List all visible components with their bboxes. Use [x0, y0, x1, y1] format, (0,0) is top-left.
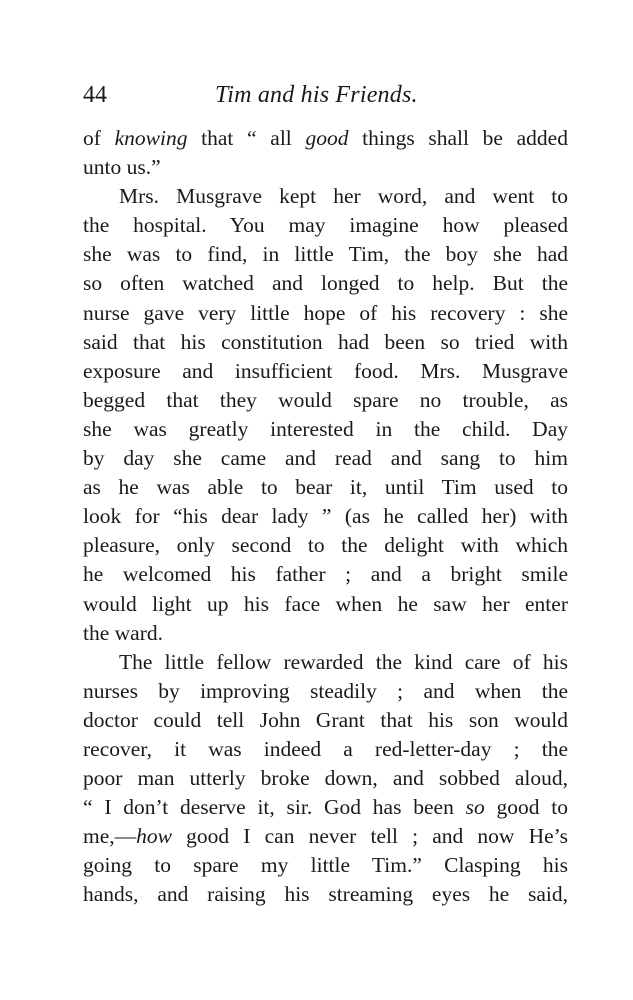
italic-text: good — [305, 126, 349, 150]
text-run: things shall be added — [348, 126, 568, 150]
text-line — [83, 357, 568, 386]
text-line — [83, 415, 568, 444]
text-line — [83, 880, 568, 909]
text-line — [83, 502, 568, 531]
text-line — [83, 473, 568, 502]
text-line — [83, 240, 568, 269]
text-run: pleasure, only second to the delight with which — [83, 533, 568, 558]
text-run: hands, and raising his streaming eyes he said, — [83, 882, 568, 907]
text-line — [83, 211, 568, 240]
text-line — [83, 386, 568, 415]
text-line — [83, 182, 568, 211]
text-line — [83, 560, 568, 589]
text-line — [83, 822, 568, 851]
text-line — [83, 851, 568, 880]
text-run: The little fellow rewarded the kind care of his — [119, 649, 568, 674]
text-run: the hospital. You may imagine how pleased — [83, 213, 568, 238]
text-run: would light up his face when he saw her enter — [83, 591, 568, 616]
text-run: recover, it was indeed a red-letter-day ; the — [83, 736, 568, 761]
text-run: by day she came and read and sang to him — [83, 446, 568, 471]
text-line — [83, 764, 568, 793]
text-line — [83, 735, 568, 764]
text-line — [83, 153, 568, 182]
text-run: good to — [484, 795, 568, 820]
text-run: Mrs. Musgrave kept her word, and went to — [119, 184, 568, 209]
text-run: she was to find, in little Tim, the boy she had — [83, 242, 568, 267]
text-run: nurse gave very little hope of his recovery : she — [83, 300, 568, 325]
text-run: good I can never tell ; and now He’s — [172, 824, 568, 849]
text-run: look for “his dear lady ” (as he called her) with — [83, 504, 568, 529]
text-run: going to spare my little Tim.” Clasping his — [83, 853, 568, 878]
text-line — [83, 648, 568, 677]
text-run: of — [83, 126, 115, 150]
text-line — [83, 619, 568, 648]
text-line — [83, 793, 568, 822]
italic-text: so — [465, 795, 485, 820]
text-run: nurses by improving steadily ; and when the — [83, 678, 568, 703]
text-run: “ I don’t deserve it, sir. God has been — [83, 795, 466, 820]
text-line — [83, 328, 568, 357]
italic-text: how — [136, 824, 172, 849]
text-line — [83, 677, 568, 706]
text-run: me,— — [83, 824, 137, 849]
italic-text: knowing — [114, 126, 188, 150]
text-line — [83, 590, 568, 619]
page-number: 44 — [83, 82, 107, 108]
page-header — [83, 82, 568, 114]
text-run: she was greatly interested in the child. Day — [83, 416, 568, 441]
text-line — [83, 269, 568, 298]
text-run: begged that they would spare no trouble, as — [83, 387, 568, 412]
text-run: he welcomed his father ; and a bright smile — [83, 562, 568, 587]
text-line — [83, 706, 568, 735]
body-text — [83, 124, 568, 910]
text-run: poor man utterly broke down, and sobbed aloud, — [83, 766, 568, 791]
running-title: Tim and his Friends. — [215, 82, 418, 108]
text-line — [83, 444, 568, 473]
text-line — [83, 124, 568, 153]
text-run: exposure and insufficient food. Mrs. Musgrave — [83, 358, 568, 383]
text-run: said that his constitution had been so tried with — [83, 329, 568, 354]
text-run: so often watched and longed to help. But the — [83, 271, 568, 296]
text-line — [83, 531, 568, 560]
text-run: doctor could tell John Grant that his son would — [83, 707, 568, 732]
text-line — [83, 299, 568, 328]
text-run: as he was able to bear it, until Tim used to — [83, 475, 568, 500]
text-run: the ward. — [83, 620, 163, 645]
text-run: unto us.” — [83, 155, 161, 180]
text-run: that “ all — [187, 126, 306, 150]
